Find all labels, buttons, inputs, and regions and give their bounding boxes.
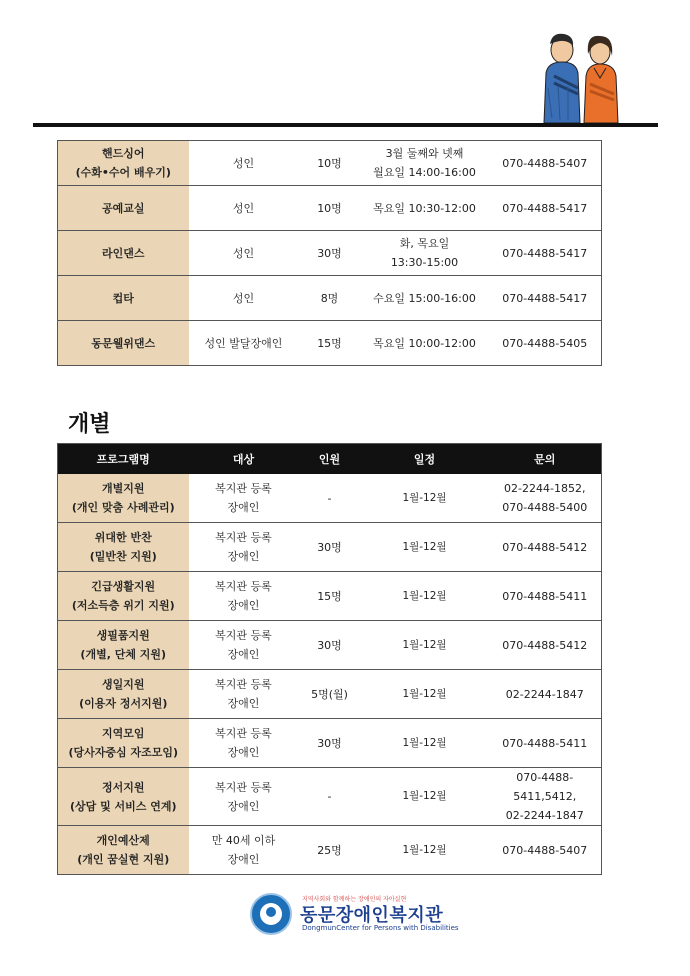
contact-cell (489, 719, 602, 768)
schedule-line: 수요일 15:00-16:00 (373, 291, 476, 305)
program-name-cell (58, 474, 189, 523)
target-line: 성인 (232, 291, 255, 305)
contact-cell (489, 186, 602, 231)
program-name-cell (58, 826, 189, 875)
header-capacity: 인원 (299, 444, 361, 475)
contact-line: 02-2244-1852, (504, 482, 586, 495)
target-line: 복지관 등록 (215, 780, 272, 794)
target-line: 장애인 (227, 501, 260, 514)
contact-line: 070-4488-5411,5412, (513, 771, 577, 803)
table-row (58, 572, 602, 621)
capacity-cell: 30명 (299, 523, 361, 572)
target-cell (189, 572, 299, 621)
header-divider (33, 123, 658, 127)
schedule-line: 13:30-15:00 (390, 256, 459, 269)
schedule-cell: 1월-12월 (361, 474, 489, 523)
target-line: 장애인 (227, 853, 260, 866)
target-line: 장애인 (227, 599, 260, 612)
table-row (58, 141, 602, 186)
contact-line: 070-4488-5417 (502, 291, 588, 305)
capacity-cell: 30명 (299, 719, 361, 768)
table-row (58, 474, 602, 523)
table-row (58, 276, 602, 321)
target-cell (189, 276, 299, 321)
contact-line: 070-4488-5407 (502, 156, 588, 170)
program-table-1 (57, 140, 602, 366)
program-name-line: (개인 맞춤 사례관리) (71, 501, 175, 514)
program-table-1-body (58, 141, 602, 366)
program-name-line: 공예교실 (101, 201, 145, 215)
target-cell (189, 768, 299, 826)
program-name-line: 정서지원 (101, 780, 145, 794)
capacity-cell: 8명 (299, 276, 361, 321)
target-line: 성인 (232, 246, 255, 260)
program-name-line: 개별지원 (101, 482, 145, 495)
program-name-cell (58, 186, 189, 231)
schedule-cell: 1월-12월 (361, 826, 489, 875)
program-name-cell (58, 523, 189, 572)
program-name-cell (58, 276, 189, 321)
contact-cell (489, 523, 602, 572)
capacity-cell: - (299, 474, 361, 523)
target-line: 성인 (232, 201, 255, 215)
contact-line: 070-4488-5417 (502, 201, 588, 215)
contact-line: 070-4488-5405 (502, 336, 588, 350)
logo-org-name-en: DongmunCenter for Persons with Disabilities (302, 924, 459, 932)
target-cell (189, 621, 299, 670)
schedule-cell: 1월-12월 (361, 768, 489, 826)
table-row (58, 321, 602, 366)
contact-cell (489, 474, 602, 523)
target-cell (189, 826, 299, 875)
program-name-line: (이용자 정서지원) (79, 697, 168, 710)
program-name-cell (58, 231, 189, 276)
program-name-line: (개인 꿈실현 지원) (77, 853, 170, 866)
target-line: 복지관 등록 (215, 727, 272, 740)
program-name-cell (58, 670, 189, 719)
target-line: 장애인 (227, 550, 260, 563)
target-cell (189, 231, 299, 276)
target-line: 장애인 (227, 697, 260, 710)
capacity-cell: 15명 (299, 321, 361, 366)
contact-cell (489, 231, 602, 276)
program-name-line: 생필품지원 (96, 629, 150, 642)
schedule-cell (361, 321, 489, 366)
schedule-line: 3월 둘째와 넷째 (385, 147, 464, 160)
contact-line: 02-2244-1847 (505, 809, 584, 822)
people-illustration (530, 28, 630, 123)
table-row (58, 621, 602, 670)
logo-emblem-icon (250, 893, 292, 935)
schedule-cell: 1월-12월 (361, 719, 489, 768)
program-name-line: 동문웰위댄스 (91, 336, 156, 350)
logo-tagline: 지역사회와 함께하는 장애인의 자아실현 (302, 896, 407, 903)
target-cell (189, 719, 299, 768)
capacity-cell: - (299, 768, 361, 826)
table-row (58, 719, 602, 768)
schedule-cell: 1월-12월 (361, 621, 489, 670)
program-name-line: (밑반찬 지원) (89, 550, 157, 563)
target-cell (189, 321, 299, 366)
program-name-line: (개별, 단체 지원) (80, 648, 167, 661)
program-name-cell (58, 621, 189, 670)
schedule-cell: 1월-12월 (361, 572, 489, 621)
schedule-line: 월요일 14:00-16:00 (373, 166, 476, 179)
header-schedule: 일정 (361, 444, 489, 475)
program-name-line: (상담 및 서비스 연계) (69, 799, 177, 813)
program-name-line: (수화•수어 배우기) (75, 166, 171, 179)
schedule-cell (361, 141, 489, 186)
program-name-line: 컵타 (112, 291, 134, 305)
contact-cell (489, 768, 602, 826)
target-line: 성인 발달장애인 (204, 336, 283, 350)
contact-cell (489, 826, 602, 875)
org-logo (250, 893, 459, 939)
contact-line: 02-2244-1847 (505, 687, 584, 701)
table-row (58, 768, 602, 826)
target-line: 복지관 등록 (215, 678, 272, 691)
program-name-line: 라인댄스 (101, 246, 145, 260)
table-row (58, 670, 602, 719)
target-cell (189, 670, 299, 719)
target-line: 복지관 등록 (215, 629, 272, 642)
program-name-cell (58, 719, 189, 768)
schedule-cell: 1월-12월 (361, 523, 489, 572)
logo-org-name: 동문장애인복지관 (300, 905, 444, 926)
contact-cell (489, 670, 602, 719)
contact-line: 070-4488-5417 (502, 246, 588, 260)
contact-cell (489, 276, 602, 321)
capacity-cell: 10명 (299, 186, 361, 231)
capacity-cell: 10명 (299, 141, 361, 186)
capacity-cell: 30명 (299, 231, 361, 276)
contact-line: 070-4488-5407 (502, 843, 588, 857)
contact-line: 070-4488-5400 (502, 501, 588, 514)
program-name-line: (저소득층 위기 지원) (71, 599, 175, 612)
schedule-cell (361, 276, 489, 321)
target-cell (189, 474, 299, 523)
program-name-cell (58, 768, 189, 826)
target-line: 복지관 등록 (215, 482, 272, 495)
target-line: 성인 (232, 156, 255, 170)
capacity-cell: 15명 (299, 572, 361, 621)
header-target: 대상 (189, 444, 299, 475)
program-name-line: 핸드싱어 (101, 147, 145, 160)
schedule-cell (361, 186, 489, 231)
capacity-cell: 30명 (299, 621, 361, 670)
table-row (58, 826, 602, 875)
schedule-line: 목요일 10:30-12:00 (373, 201, 476, 215)
schedule-cell: 1월-12월 (361, 670, 489, 719)
contact-line: 070-4488-5412 (502, 638, 588, 652)
program-table-2 (57, 443, 602, 875)
target-line: 만 40세 이하 (211, 834, 276, 847)
target-line: 장애인 (227, 746, 260, 759)
program-name-cell (58, 141, 189, 186)
target-line: 장애인 (227, 799, 260, 813)
contact-line: 070-4488-5412 (502, 540, 588, 554)
table-row (58, 231, 602, 276)
section-title: 개별 (68, 412, 111, 437)
table-row (58, 523, 602, 572)
program-name-line: (당사자중심 자조모임) (68, 746, 179, 759)
header-program: 프로그램명 (58, 444, 189, 475)
target-cell (189, 523, 299, 572)
table-header (58, 444, 602, 475)
program-name-line: 위대한 반찬 (94, 531, 152, 544)
target-line: 복지관 등록 (215, 531, 272, 544)
program-name-cell (58, 572, 189, 621)
table-row (58, 186, 602, 231)
header-row (58, 444, 602, 475)
program-table-2-body (58, 474, 602, 875)
capacity-cell: 5명(월) (299, 670, 361, 719)
program-name-cell (58, 321, 189, 366)
program-name-line: 긴급생활지원 (91, 580, 156, 593)
header-contact: 문의 (489, 444, 602, 475)
target-line: 장애인 (227, 648, 260, 661)
target-line: 복지관 등록 (215, 580, 272, 593)
target-cell (189, 186, 299, 231)
target-cell (189, 141, 299, 186)
program-name-line: 지역모임 (101, 727, 145, 740)
capacity-cell: 25명 (299, 826, 361, 875)
contact-cell (489, 621, 602, 670)
schedule-cell (361, 231, 489, 276)
contact-line: 070-4488-5411 (502, 736, 588, 750)
schedule-line: 목요일 10:00-12:00 (373, 336, 476, 350)
schedule-line: 화, 목요일 (399, 237, 450, 250)
program-name-line: 개인예산제 (96, 834, 150, 847)
contact-line: 070-4488-5411 (502, 589, 588, 603)
contact-cell (489, 321, 602, 366)
contact-cell (489, 572, 602, 621)
contact-cell (489, 141, 602, 186)
program-name-line: 생일지원 (101, 678, 145, 691)
